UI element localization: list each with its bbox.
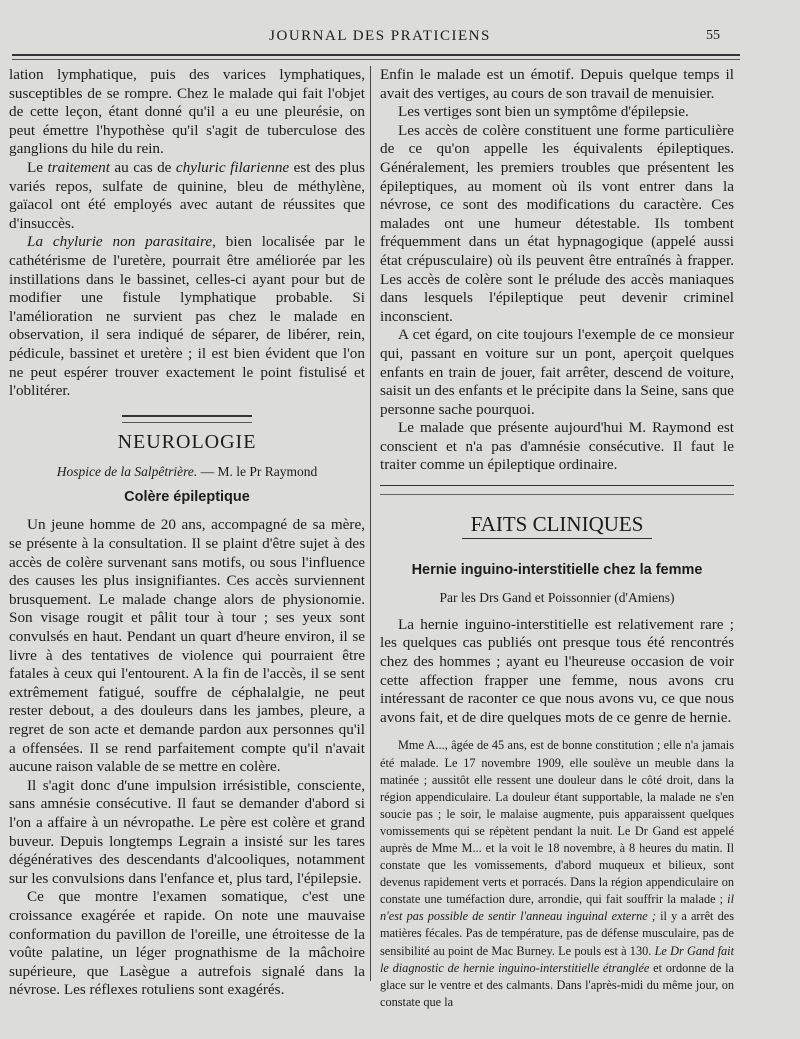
paragraph: A cet égard, on cite toujours l'exemple de ce monsieur qui, passant en voiture sur un pont, aperçoit quelques enfants en train de jouer, fait arrêter, descend de voiture, saisit un des enfants et le précipite dans la Seine, sans que personne sache pourquoi. [380,326,734,418]
case-report [380,737,734,1011]
paragraph: Ce que montre l'examen somatique, c'est une croissance exagérée et rapide. On note une mauvaise conformation du pavillon de l'oreille, une étroitesse de la voûte palatine, un léger prognathisme de la mâchoire supérieure, que Lasègue a autrefois signalé dans la névrose. Les réflexes rotuliens sont exagérés. [9,888,365,999]
text-run: il y a arrêt des matières fécales. Pas de température, pas de défense musculaire, pas de sensibilité au point de Mac Burney. Le pouls est à 130. [380,909,734,958]
article-title: Hernie inguino-interstitielle chez la femme [411,561,703,578]
text-run: , bien localisée par le cathétérisme de l'uretère, pourrait être améliorée par les instillations dans le bassinet, celles-ci ayant pour but de modifier une fistule lymphatique probable. Si l'amélioration ne survient pas chez le malade en observation, il sera indiqué de séparer, de libérer, rein, pédicule, bassinet et uretère ; il est bien évident que l'on ne peut espérer trouver exactement le point fistulisé et l'oblitérer. [9,233,365,400]
paragraph-treatment [9,159,365,233]
byline [9,463,365,482]
text-run: et ordonne de la glace sur le ventre et des calmants. Dans l'après-midi du même jour, on constate que la [380,960,734,1009]
text-run: Le [27,158,48,176]
emphasis: chyluric filarienne [175,158,290,176]
emphasis: il n'est pas possible de sentir l'anneau inguinal externe ; [380,892,734,924]
institution: Hospice de la Salpêtrière. [56,464,198,480]
paragraph: La hernie inguino-interstitielle est relativement rare ; les quelques cas publiés ont presque tous été rencontrés chez des hommes ; ayant eu l'heureuse occasion de voir cette affection frapper une femme, nous avons cru intéressant de raconter ce que nous avons vu, ce que nous avons fait, et de dire quelques mots de ce genre de hernie. [380,615,734,726]
text-run: Mme A..., âgée de 45 ans, est de bonne constitution ; elle n'a jamais été malade. Le 17 novembre 1909, elle soulève un meuble dans la matinée ; aussitôt elle ressent une douleur dans le côté droit, dans la région appendiculaire. La douleur étant supportable, la malade ne s'en soucie pas ; le soir, le malaise augmente, puis apparaissent quelques vomissements qui se répètent pendant la nuit. Le Dr Gand est appelé auprès de Mme M... et la voit le 18 novembre, à 8 heures du matin. Il constate que les vomissements, d'abord muqueux et bilieux, sont devenus rapidement verts et porracés. Dans la région appendiculaire on constate une tuméfaction dure, arrondie, qui fait souffrir la malade ; [380,738,734,907]
text-run: au cas de [109,158,176,176]
paragraph: Le malade que présente aujourd'hui M. Raymond est conscient et n'a pas d'amnésie consécutive. Il faut le traiter comme un épileptique ordinaire. [380,419,734,474]
section-ornament [122,415,252,423]
journal-title: JOURNAL DES PRATICIENS [269,28,491,44]
section-heading-faits-cliniques: FAITS CLINIQUES [470,512,644,537]
text-run: est des plus variés repos, sulfate de quinine, bleu de méthylène, gaïacol ont été employés avec autant de réussites que d'insuccès. [9,158,365,232]
paragraph-chylurie [9,233,365,400]
left-column [9,66,365,1000]
paragraph: Un jeune homme de 20 ans, accompagné de sa mère, se présente à la consultation. Il se plaint d'être sujet à des accès de colère survenant sans motifs, ou sous l'influence des causes les plus insignifiantes. Ces accès surviennent brusquement. Le malade change alors de physionomie. Son visage rougit et pâlit tour à tour ; ses yeux sont convulsés en haut. Pendant un quart d'heure environ, il se livre à des tentatives de violence qui pourraient être fatales à ceux qui l'entourent. A la fin de l'accès, il se sent extrêmement fatigué, souffre de céphalalgie, ne peut rester debout, a des douleurs dans les jambes, pleure, a regret de son acte et demande pardon aux personnes qu'il a offensées. Il se rend parfaitement compte qu'il n'avait aucune raison valable de se mettre en colère. [9,516,365,776]
right-column [380,66,734,1011]
lecturer: — M. le Pr Raymond [197,464,318,480]
heading-underline [462,538,652,539]
end-rule [380,485,734,486]
column-divider [370,66,371,981]
paragraph: Enfin le malade est un émotif. Depuis quelque temps il avait des vertiges, au cours de son travail de menuisier. [380,66,734,102]
header-rule-secondary [12,59,740,60]
header-rule [12,54,740,56]
page-number: 55 [706,28,720,43]
paragraph: Les accès de colère constituent une forme particulière de ce qu'on appelle les équivalents épileptiques. Généralement, les premiers troubles que présentent les épileptiques, au moment où ils vont entrer dans la névrose, ce sont des modifications du caractère. Ces malades ont une humeur détestable. Ils tombent fréquemment dans un état hypnagogique (appelé aussi état crépusculaire) où ils peuvent être entraînés à frapper. Les accès de colère sont le prélude des accès maniaques dans lesquels l'épileptique peut devenir criminel inconscient. [380,121,734,325]
paragraph: Il s'agit donc d'une impulsion irrésistible, consciente, sans amnésie consécutive. Il faut se demander d'abord si l'on a affaire à un névropathe. Le père est colère et grand buveur. Depuis longtemps Legrain a insisté sur les tares dégénératives des descendants d'alcooliques, notamment sur les convulsions dans l'enfance et, plus tard, l'épilepsie. [9,776,365,887]
article-title: Colère épileptique [124,488,250,505]
paragraph: Les vertiges sont bien un symptôme d'épilepsie. [398,103,689,121]
section-heading-neurologie: NEUROLOGIE [117,430,257,453]
emphasis: traitement [47,158,110,176]
running-header [0,28,800,50]
emphasis: Le Dr Gand fait le diagnostic de hernie inguino-interstitielle étranglée [380,943,734,975]
authors-line: Par les Drs Gand et Poissonnier (d'Amiens) [439,590,675,606]
paragraph: lation lymphatique, puis des varices lymphatiques, susceptibles de se rompre. Chez le malade qui fait l'objet de cette leçon, étant donné qu'il a eu une pleurésie, on peut émettre l'hypothèse qu'il s'agit de tuberculose des ganglions du hile du rein. [9,66,365,158]
end-rule-secondary [380,494,734,495]
emphasis: La chylurie non parasitaire [27,233,213,251]
